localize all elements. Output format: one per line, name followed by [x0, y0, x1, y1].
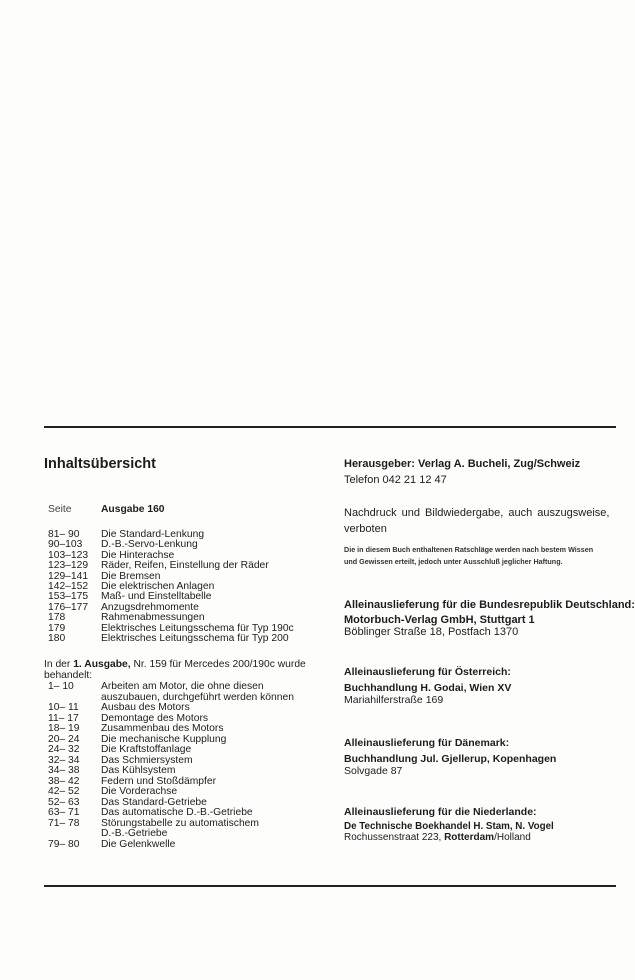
- toc-pages: 38– 42: [48, 775, 80, 787]
- toc-pages: 1– 10: [48, 681, 74, 692]
- toc-entry-title: auszubauen, durchgeführt werden können: [101, 691, 294, 703]
- toc-entry-title: Das Standard-Getriebe: [101, 796, 207, 808]
- toc-pages: 24– 32: [48, 744, 80, 755]
- toc-entry: [44, 840, 294, 851]
- distributor-denmark: [344, 737, 556, 777]
- first-edition-list: [44, 682, 294, 850]
- distributor-name: De Technische Boekhandel H. Stam, N. Vogel: [344, 821, 554, 832]
- toc-entry: [44, 745, 294, 756]
- toc-pages: 153–175: [48, 591, 89, 603]
- toc-title: Inhaltsübersicht: [44, 456, 156, 472]
- toc-pages: 142–152: [48, 581, 89, 593]
- toc-entry-title: Maß- und Einstelltabelle: [101, 591, 212, 603]
- toc-pages: 79– 80: [48, 838, 80, 850]
- toc-pages: 90–103: [48, 539, 83, 551]
- col-edition-label: Ausgabe 160: [101, 504, 165, 515]
- toc-entry-title: Die Vorderachse: [101, 786, 178, 797]
- toc-pages: 81– 90: [48, 529, 80, 540]
- toc-entry-title: Ausbau des Motors: [101, 702, 190, 713]
- toc-entry-title: Die elektrischen Anlagen: [101, 581, 215, 593]
- toc-entry-title: Das Schmiersystem: [101, 754, 193, 766]
- toc-pages: 32– 34: [48, 754, 80, 766]
- toc-entry-title: D.-B.-Servo-Lenkung: [101, 539, 198, 551]
- address-text: /Holland: [494, 832, 531, 843]
- top-rule: [44, 426, 616, 428]
- address-text: Rochussenstraat 223,: [344, 832, 445, 843]
- toc-entry-title: Das automatische D.-B.-Getriebe: [101, 807, 253, 818]
- distributor-austria: [344, 666, 511, 706]
- toc-entry-title: Räder, Reifen, Einstellung der Räder: [101, 560, 269, 572]
- toc-entry: [44, 766, 294, 777]
- toc-pages: 34– 38: [48, 765, 80, 776]
- toc-entry-title: Rahmenabmessungen: [101, 612, 205, 624]
- note-text: Nr. 159 für Mercedes 200/190c wurde: [130, 659, 306, 670]
- distributor-heading: Alleinauslieferung für Dänemark:: [344, 737, 510, 749]
- first-edition-note: [44, 659, 306, 681]
- toc-entry-title: Demontage des Motors: [101, 712, 209, 724]
- toc-pages: 178: [48, 612, 66, 624]
- toc-entry-title: Die Kraftstoffanlage: [101, 744, 192, 755]
- toc-pages: 42– 52: [48, 786, 80, 797]
- toc-pages: [44, 829, 101, 840]
- toc-entry-title: Störungstabelle zu automatischem: [101, 817, 259, 829]
- distributor-name: Buchhandlung Jul. Gjellerup, Kopenhagen: [344, 753, 557, 765]
- toc-entry: [44, 819, 294, 830]
- toc-pages: 18– 19: [48, 723, 80, 734]
- toc-pages: 11– 17: [48, 712, 79, 724]
- disclaimer: und Gewissen erteilt, jedoch unter Ausschluß jeglicher Haftung.: [344, 557, 563, 566]
- toc-pages: 103–123: [48, 549, 89, 561]
- toc-entry-title: Elektrisches Leitungsschema für Typ 190c: [101, 622, 294, 634]
- publisher-phone: Telefon 042 21 12 47: [344, 474, 447, 486]
- distributor-address: Solvgade 87: [344, 765, 403, 777]
- toc-entry: [44, 703, 294, 714]
- toc-entry-title: Die Bremsen: [101, 570, 161, 582]
- toc-entry: [44, 724, 294, 735]
- address-city: Rotterdam: [444, 832, 495, 843]
- toc-entry-title: D.-B.-Getriebe: [101, 828, 168, 839]
- toc-entry-title: Die Gelenkwelle: [101, 838, 176, 850]
- toc-entry-title: Arbeiten am Motor, die ohne diesen: [101, 681, 264, 692]
- copyright-line: verboten: [344, 523, 387, 535]
- toc-entry: [44, 787, 294, 798]
- toc-entry: [44, 829, 294, 840]
- toc-entry: [44, 634, 294, 644]
- copyright-line: Nachdruck und Bildwiedergabe, auch auszugsweise,: [344, 507, 610, 519]
- toc-entry-title: Die mechanische Kupplung: [101, 733, 227, 745]
- note-text: In der: [44, 659, 74, 670]
- toc-pages: 179: [48, 622, 66, 634]
- toc-entry: [44, 682, 294, 693]
- distributor-name: Motorbuch-Verlag GmbH, Stuttgart 1: [344, 614, 535, 626]
- disclaimer: Die in diesem Buch enthaltenen Ratschläge werden nach bestem Wissen: [344, 545, 594, 554]
- distributor-address: Mariahilferstraße 169: [344, 694, 444, 706]
- distributor-heading: Alleinauslieferung für Österreich:: [344, 666, 511, 678]
- distributor-address: Böblinger Straße 18, Postfach 1370: [344, 626, 519, 638]
- toc-entry-title: Federn und Stoßdämpfer: [101, 775, 217, 787]
- toc-pages: 129–141: [48, 570, 89, 582]
- toc-entry-title: Zusammenbau des Motors: [101, 723, 224, 734]
- distributor-heading: Alleinauslieferung für die Bundesrepublik Deutschland:: [344, 599, 635, 611]
- toc-entry-title: Das Kühlsystem: [101, 765, 176, 776]
- toc-entry: [44, 808, 294, 819]
- toc-entry-title: Elektrisches Leitungsschema für Typ 200: [101, 633, 289, 645]
- toc-entry-title: Anzugsdrehmomente: [101, 601, 199, 613]
- distributor-name: Buchhandlung H. Godai, Wien XV: [344, 682, 512, 694]
- col-page-label: Seite: [48, 504, 72, 515]
- distributor-heading: Alleinauslieferung für die Niederlande:: [344, 806, 537, 818]
- distributor-germany: [344, 599, 635, 638]
- toc-pages: 71– 78: [48, 817, 80, 829]
- distributor-netherlands: [344, 806, 554, 843]
- toc-pages: 10– 11: [48, 702, 79, 713]
- toc-entry-title: Die Hinterachse: [101, 549, 175, 561]
- toc-pages: 52– 63: [48, 796, 80, 808]
- distributor-address: [344, 832, 554, 843]
- toc-list: [44, 530, 294, 644]
- publisher-line: Herausgeber: Verlag A. Bucheli, Zug/Schweiz: [344, 458, 581, 470]
- bottom-rule: [44, 885, 616, 887]
- toc-header: [44, 505, 165, 515]
- toc-entry-title: Die Standard-Lenkung: [101, 529, 205, 540]
- toc-pages: 176–177: [48, 601, 89, 613]
- toc-pages: 123–129: [48, 560, 89, 572]
- toc-pages: 63– 71: [48, 807, 80, 818]
- note-text: behandelt:: [44, 670, 93, 681]
- toc-pages: 180: [48, 633, 66, 645]
- note-bold: 1. Ausgabe,: [73, 659, 131, 670]
- toc-pages: 20– 24: [48, 733, 80, 745]
